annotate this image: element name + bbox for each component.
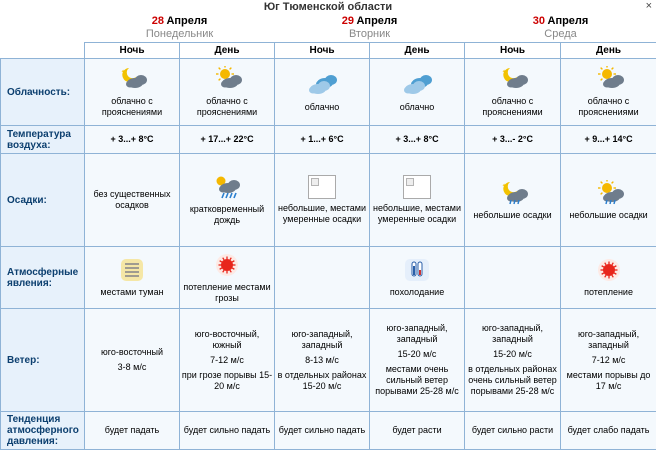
precipitation-text: небольшие, местами умеренные осадки [370,203,464,225]
phenomena-cell [85,247,180,309]
cloudy-icon [402,72,432,98]
wind-direction: юго-западный, западный [275,329,369,351]
night-light-rain-icon [498,180,528,206]
precipitation-cell [465,154,561,247]
row-wind [1,309,656,412]
precipitation-cell [275,154,370,247]
date-header-2: 29 Апреля Вторник [275,14,465,43]
pressure-trend: будет сильно расти [465,425,560,436]
row-label: Температура воздуха: [1,126,85,154]
temperature-value: + 9...+ 14°C [561,134,656,145]
precipitation-text: небольшие, местами умеренные осадки [275,203,369,225]
precipitation-text: без существенных осадков [85,189,179,211]
wind-direction: юго-западный, западный [465,323,560,345]
cloudiness-text: облачно с прояснениями [180,96,274,118]
temperature-value: + 3...- 2°C [465,134,560,145]
cloudy-icon [307,72,337,98]
period-day: День [180,43,275,59]
wind-speed: 8-13 м/с [275,355,369,366]
phenomena-cell [561,247,656,309]
shower-icon [212,174,242,200]
wind-gusts: местами очень сильный ветер порывами 25-28 м/с [370,364,464,397]
pressure-trend: будет слабо падать [561,425,656,436]
night-partly-cloudy-icon [117,66,147,92]
date-header-3: 30 Апреля Среда [465,14,656,43]
cloudiness-cell [561,59,656,126]
wind-direction: юго-западный, западный [370,323,464,345]
phenomena-cell [370,247,465,309]
precipitation-cell [370,154,465,247]
temperature-cell [465,126,561,154]
phenomena-text: местами туман [85,287,179,298]
temperature-cell [370,126,465,154]
warming-icon [212,252,242,278]
temperature-cell [275,126,370,154]
wind-gusts: в отдельных районах очень сильный ветер порывами 25-28 м/с [465,364,560,397]
wind-speed: 15-20 м/с [370,349,464,360]
wind-cell [275,309,370,412]
wind-cell [180,309,275,412]
cloudiness-text: облачно [275,102,369,113]
period-night: Ночь [275,43,370,59]
wind-speed: 7-12 м/с [180,355,274,366]
row-phenomena [1,247,656,309]
precipitation-text: кратковременный дождь [180,204,274,226]
precipitation-cell [85,154,180,247]
wind-cell [561,309,656,412]
cloudiness-text: облачно с прояснениями [85,96,179,118]
fog-icon [117,257,147,283]
day-partly-cloudy-icon [212,66,242,92]
cloudiness-cell [85,59,180,126]
svg-text:✦: ✦ [121,69,125,75]
row-label: Облачность: [1,59,85,126]
temperature-cell [561,126,656,154]
thermometer-cooling-icon [402,257,432,283]
broken-image-icon [403,175,431,199]
cloudiness-cell [180,59,275,126]
cloudiness-text: облачно с прояснениями [465,96,560,118]
row-temperature [1,126,656,154]
precipitation-cell [561,154,656,247]
pressure-trend: будет сильно падать [275,425,369,436]
region-title: Юг Тюменской области [0,0,656,14]
svg-text:✦: ✦ [502,69,506,75]
wind-direction: юго-восточный [85,347,179,358]
row-cloudiness [1,59,656,126]
wind-gusts: в отдельных районах 15-20 м/с [275,370,369,392]
phenomena-cell [465,247,561,309]
night-partly-cloudy-icon [498,66,528,92]
wind-cell [85,309,180,412]
temperature-value: + 3...+ 8°C [85,134,179,145]
cloudiness-text: облачно [370,102,464,113]
phenomena-text: похолодание [370,287,464,298]
precipitation-text: небольшие осадки [561,210,656,221]
temperature-cell [180,126,275,154]
phenomena-text: потепление местами грозы [180,282,274,304]
forecast-table [0,14,656,450]
svg-text:✦: ✦ [502,183,506,189]
period-night: Ночь [465,43,561,59]
row-label: Атмосферные явления: [1,247,85,309]
row-label: Тенденция атмосферного давления: [1,412,85,450]
wind-direction: юго-западный, западный [561,329,656,351]
period-night: Ночь [85,43,180,59]
pressure-trend: будет сильно падать [180,425,274,436]
temperature-value: + 3...+ 8°C [370,134,464,145]
wind-gusts: при грозе порывы 15-20 м/с [180,370,274,392]
row-precipitation [1,154,656,247]
temperature-value: + 1...+ 6°C [275,134,369,145]
cloudiness-cell [370,59,465,126]
wind-speed: 7-12 м/с [561,355,656,366]
broken-image-icon [308,175,336,199]
wind-direction: юго-восточный, южный [180,329,274,351]
cloudiness-cell [275,59,370,126]
pressure-trend: будет расти [370,425,464,436]
close-icon[interactable]: × [646,0,652,12]
wind-gusts: местами порывы до 17 м/с [561,370,656,392]
period-day: День [370,43,465,59]
cloudiness-text: облачно с прояснениями [561,96,656,118]
period-day: День [561,43,656,59]
wind-cell [465,309,561,412]
phenomena-cell [180,247,275,309]
wind-speed: 15-20 м/с [465,349,560,360]
day-partly-cloudy-icon [594,66,624,92]
row-label: Осадки: [1,154,85,247]
wind-cell [370,309,465,412]
cloudiness-cell [465,59,561,126]
precipitation-cell [180,154,275,247]
temperature-cell [85,126,180,154]
warming-icon [594,257,624,283]
temperature-value: + 17...+ 22°C [180,134,274,145]
pressure-trend: будет падать [85,425,179,436]
precipitation-text: небольшие осадки [465,210,560,221]
row-label: Ветер: [1,309,85,412]
phenomena-cell [275,247,370,309]
wind-speed: 3-8 м/с [85,362,179,373]
phenomena-text: потепление [561,287,656,298]
date-header-1: 28 Апреля Понедельник [85,14,275,43]
day-light-rain-icon [594,180,624,206]
